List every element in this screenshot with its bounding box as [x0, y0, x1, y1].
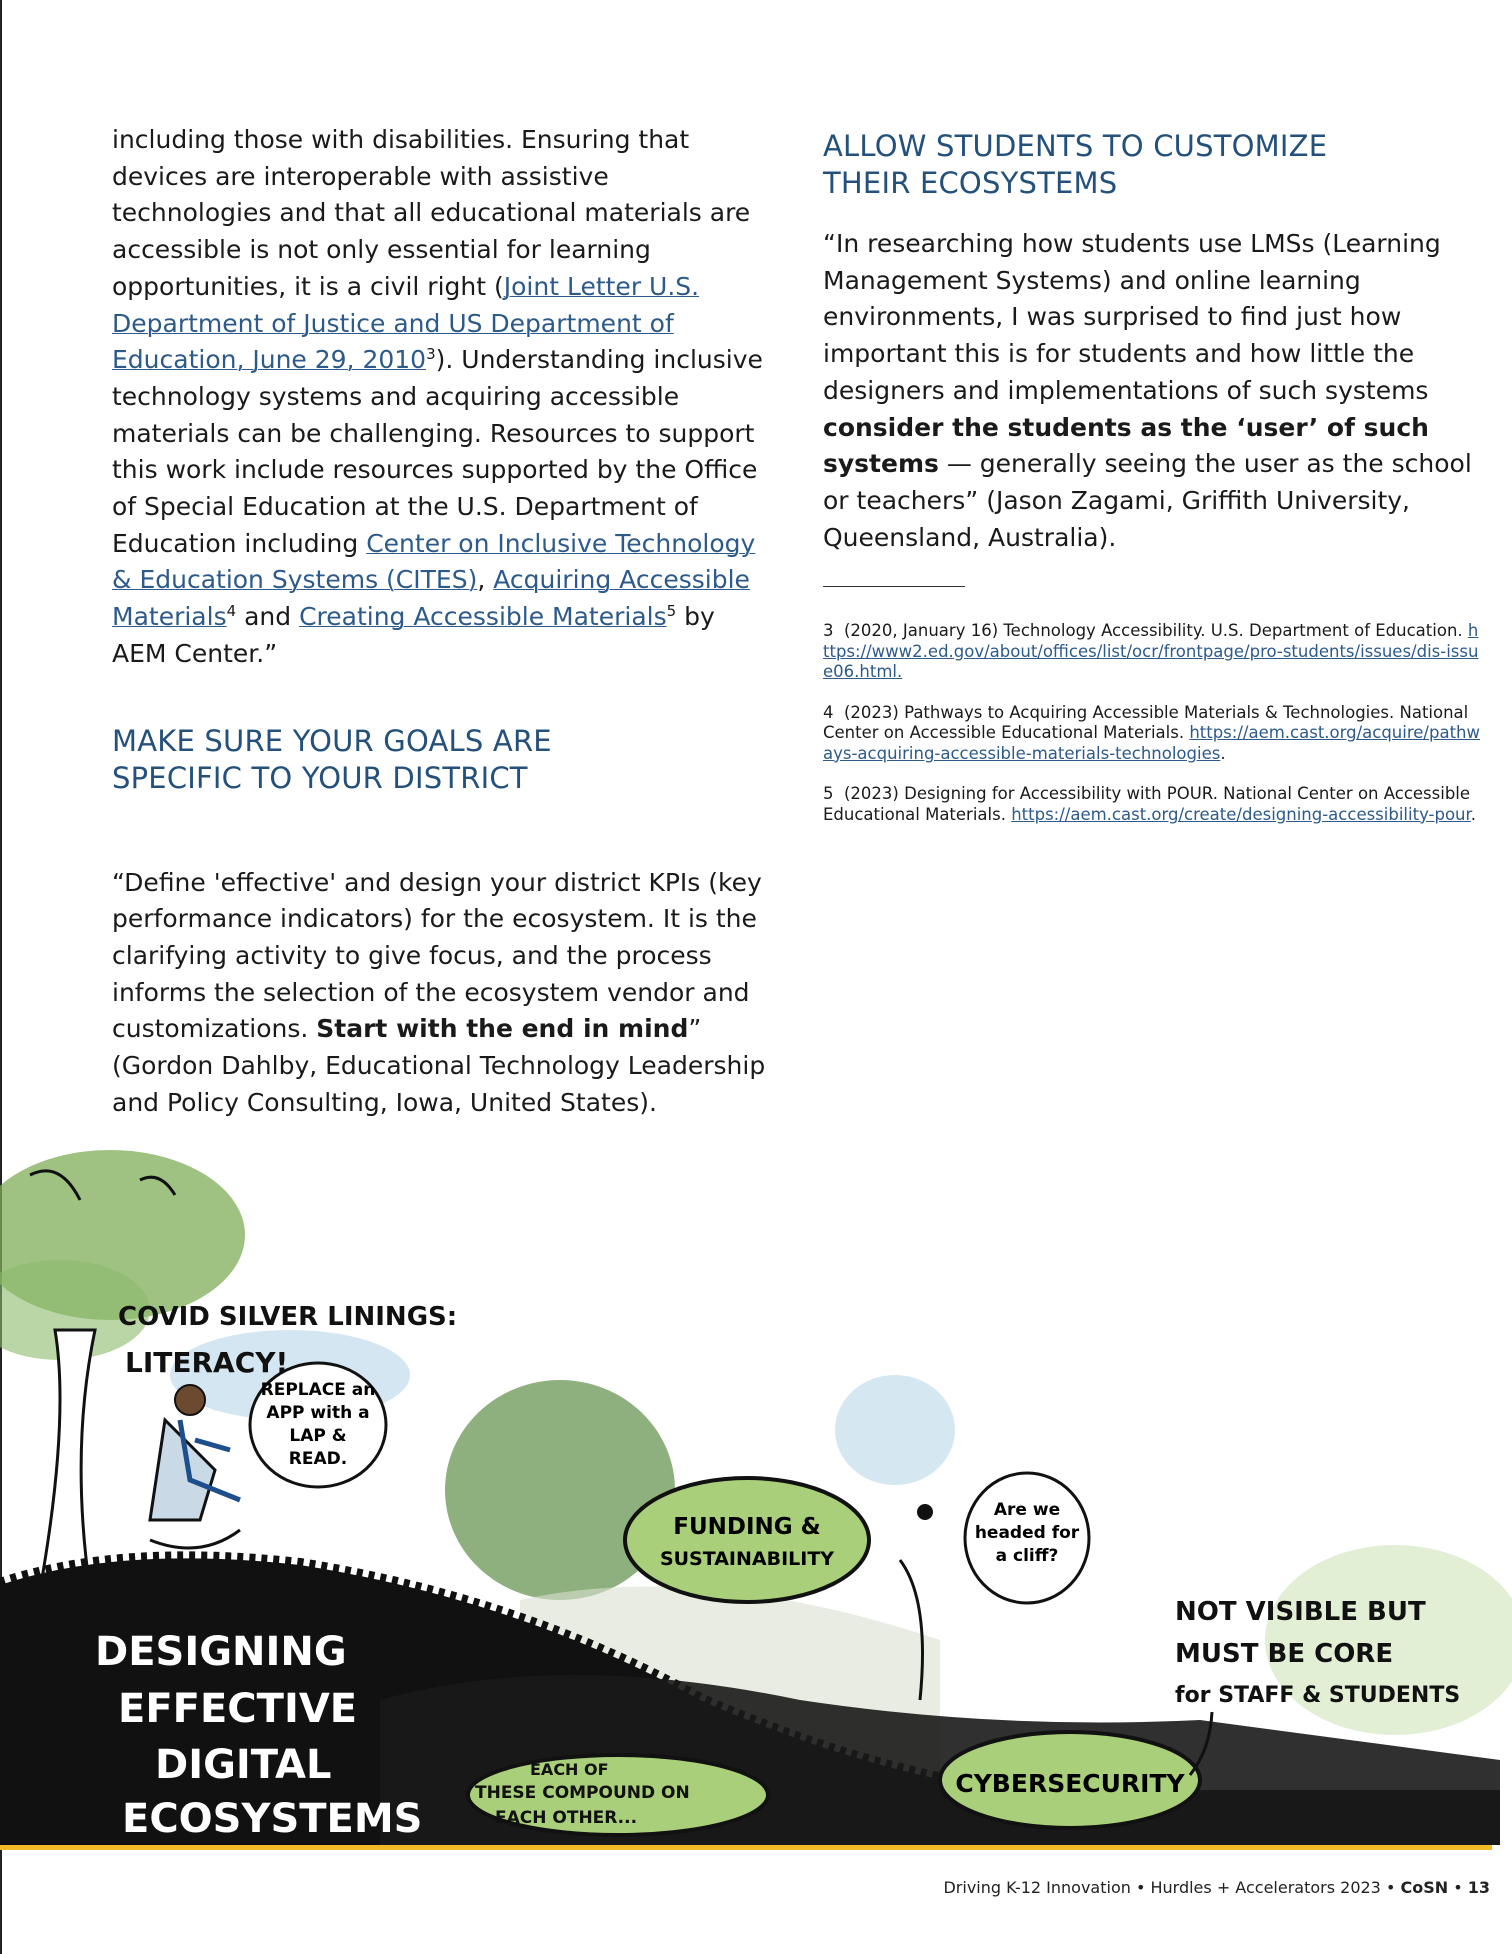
funding-line-2: SUSTAINABILITY [659, 1548, 835, 1570]
covid-silver-linings-label: COVID SILVER LININGS: [118, 1302, 458, 1332]
footnote-4-number: 4 [823, 702, 834, 722]
not-visible-line-3: for STAFF & STUDENTS [1175, 1683, 1461, 1708]
cybersecurity-label: CYBERSECURITY [955, 1769, 1185, 1798]
compound-line-1: EACH OF [530, 1760, 609, 1779]
footnote-5-text: (2023) Designing for Accessibility with POUR. National Center on Accessible Educational Materials. [823, 784, 1471, 824]
intro-text-4: and [236, 602, 300, 632]
tree-trunk [40, 1330, 95, 1590]
footnote-ref-4: 4 [226, 602, 237, 621]
chair-rocker [150, 1530, 240, 1548]
zagami-quote [823, 226, 1483, 556]
footnote-3 [823, 621, 1483, 683]
dahlby-quote-text-1: “Define 'effective' and design your district KPIs (key performance indicators) for the ecosystem. It is the clarifying activity to give focus, and the process informs the selection of the ecosystem vendor and customizations. [112, 867, 762, 1044]
dahlby-quote-text-2: ” (Gordon Dahlby, Educational Technology Leadership and Policy Consulting, Iowa, United States). [112, 1014, 766, 1117]
bubble-line-2: APP with a [266, 1403, 370, 1423]
literacy-label: LITERACY! [125, 1346, 289, 1379]
compound-line-3: EACH OTHER... [495, 1808, 638, 1828]
designing-line-1: DESIGNING [95, 1629, 347, 1675]
goals-heading: MAKE SURE YOUR GOALS ARE SPECIFIC TO YOUR DISTRICT [112, 723, 552, 795]
bubble-line-1: REPLACE an [260, 1380, 376, 1400]
footnote-4-tail: . [1220, 743, 1226, 763]
footnote-ref-5: 5 [666, 602, 677, 621]
footnote-5-number: 5 [823, 784, 834, 804]
intro-text-5: by AEM Center.” [112, 602, 715, 668]
intro-paragraph [112, 122, 772, 673]
footnote-divider [823, 586, 965, 587]
footer-text: Driving K-12 Innovation • Hurdles + Accelerators 2023 • [943, 1878, 1401, 1897]
footnote-4-text: (2023) Pathways to Acquiring Accessible Materials & Technologies. National Center on Accessible Educational Materials. [823, 702, 1469, 743]
footer-brand: CoSN [1400, 1878, 1449, 1897]
cliff-line-2: headed for [974, 1523, 1080, 1543]
intro-text-2: ). Understanding inclusive technology systems and acquiring accessible materials can be challenging. Resources to support this work include resources supported by the Office of Special Education at the U.S. Department of Education including [112, 345, 763, 558]
lookout-figure-icon [917, 1504, 933, 1520]
joint-letter-link[interactable]: Joint Letter U.S. Department of Justice and US Department of Education, June 29, 2010 [112, 271, 700, 375]
designing-line-3: DIGITAL [155, 1742, 332, 1788]
funding-pod [625, 1478, 869, 1602]
zagami-quote-text-1: “In researching how students use LMSs (Learning Management Systems) and online learning environments, I was surprised to find just how important this is for students and how little the designers and implementations of such systems [823, 229, 1441, 405]
right-column [823, 128, 1483, 845]
footnote-5 [823, 784, 1483, 825]
not-visible-line-2: MUST BE CORE [1175, 1639, 1394, 1669]
footnote-3-number: 3 [823, 621, 834, 641]
not-visible-line-1: NOT VISIBLE BUT [1175, 1597, 1426, 1627]
ecosystem-illustration [0, 1150, 1512, 1850]
bubble-line-4: READ. [288, 1449, 348, 1469]
footnote-5-link[interactable]: https://aem.cast.org/create/designing-accessibility-pour [1011, 804, 1471, 824]
compound-line-2: THESE COMPOUND ON [475, 1783, 690, 1803]
accent-bar [0, 1845, 1492, 1850]
page-footer [943, 1878, 1490, 1897]
designing-line-2: EFFECTIVE [118, 1686, 358, 1732]
intro-text-3: , [477, 565, 494, 595]
footnote-3-text: (2020, January 16) Technology Accessibility. U.S. Department of Education. [844, 621, 1468, 641]
footnote-3-link[interactable]: https://www2.ed.gov/about/offices/list/ocr/frontpage/pro-students/issues/dis-issue06.html. [823, 621, 1479, 682]
cliff-line-3: a cliff? [995, 1546, 1059, 1566]
bubble-line-3: LAP & [289, 1426, 347, 1446]
cites-link[interactable]: Center on Inclusive Technology & Education Systems (CITES) [112, 528, 756, 595]
footnote-4 [823, 703, 1483, 765]
designing-line-4: ECOSYSTEMS [122, 1796, 423, 1842]
intro-text-1: including those with disabilities. Ensuring that devices are interoperable with assistive technologies and that all educational materials are accessible is not only essential for learning opportunities, it is a civil right ( [112, 125, 751, 301]
page-number: 13 [1467, 1878, 1490, 1897]
dahlby-quote-bold: Start with the end in mind [316, 1014, 689, 1044]
sky-wash-right [835, 1375, 955, 1485]
footnote-4-link[interactable]: https://aem.cast.org/acquire/pathways-acquiring-accessible-materials-technologies [823, 723, 1480, 763]
funding-line-1: FUNDING & [673, 1514, 821, 1540]
left-column [112, 122, 772, 1121]
customize-heading: ALLOW STUDENTS TO CUSTOMIZE THEIR ECOSYSTEMS [823, 129, 1328, 200]
cliff-line-1: Are we [993, 1500, 1061, 1520]
creating-materials-link[interactable]: Creating Accessible Materials [299, 602, 667, 632]
footnote-5-tail: . [1470, 804, 1477, 824]
reader-head [175, 1385, 205, 1415]
dahlby-quote [112, 865, 772, 1122]
footer-separator: • [1448, 1878, 1468, 1897]
zagami-quote-bold: consider the students as the ‘user’ of such systems [823, 412, 1429, 479]
footnote-ref-3: 3 [426, 345, 436, 364]
acquiring-materials-link[interactable]: Acquiring Accessible Materials [112, 565, 750, 632]
zagami-quote-text-2: — generally seeing the user as the school or teachers” (Jason Zagami, Griffith University, Queensland, Australia). [823, 449, 1472, 552]
